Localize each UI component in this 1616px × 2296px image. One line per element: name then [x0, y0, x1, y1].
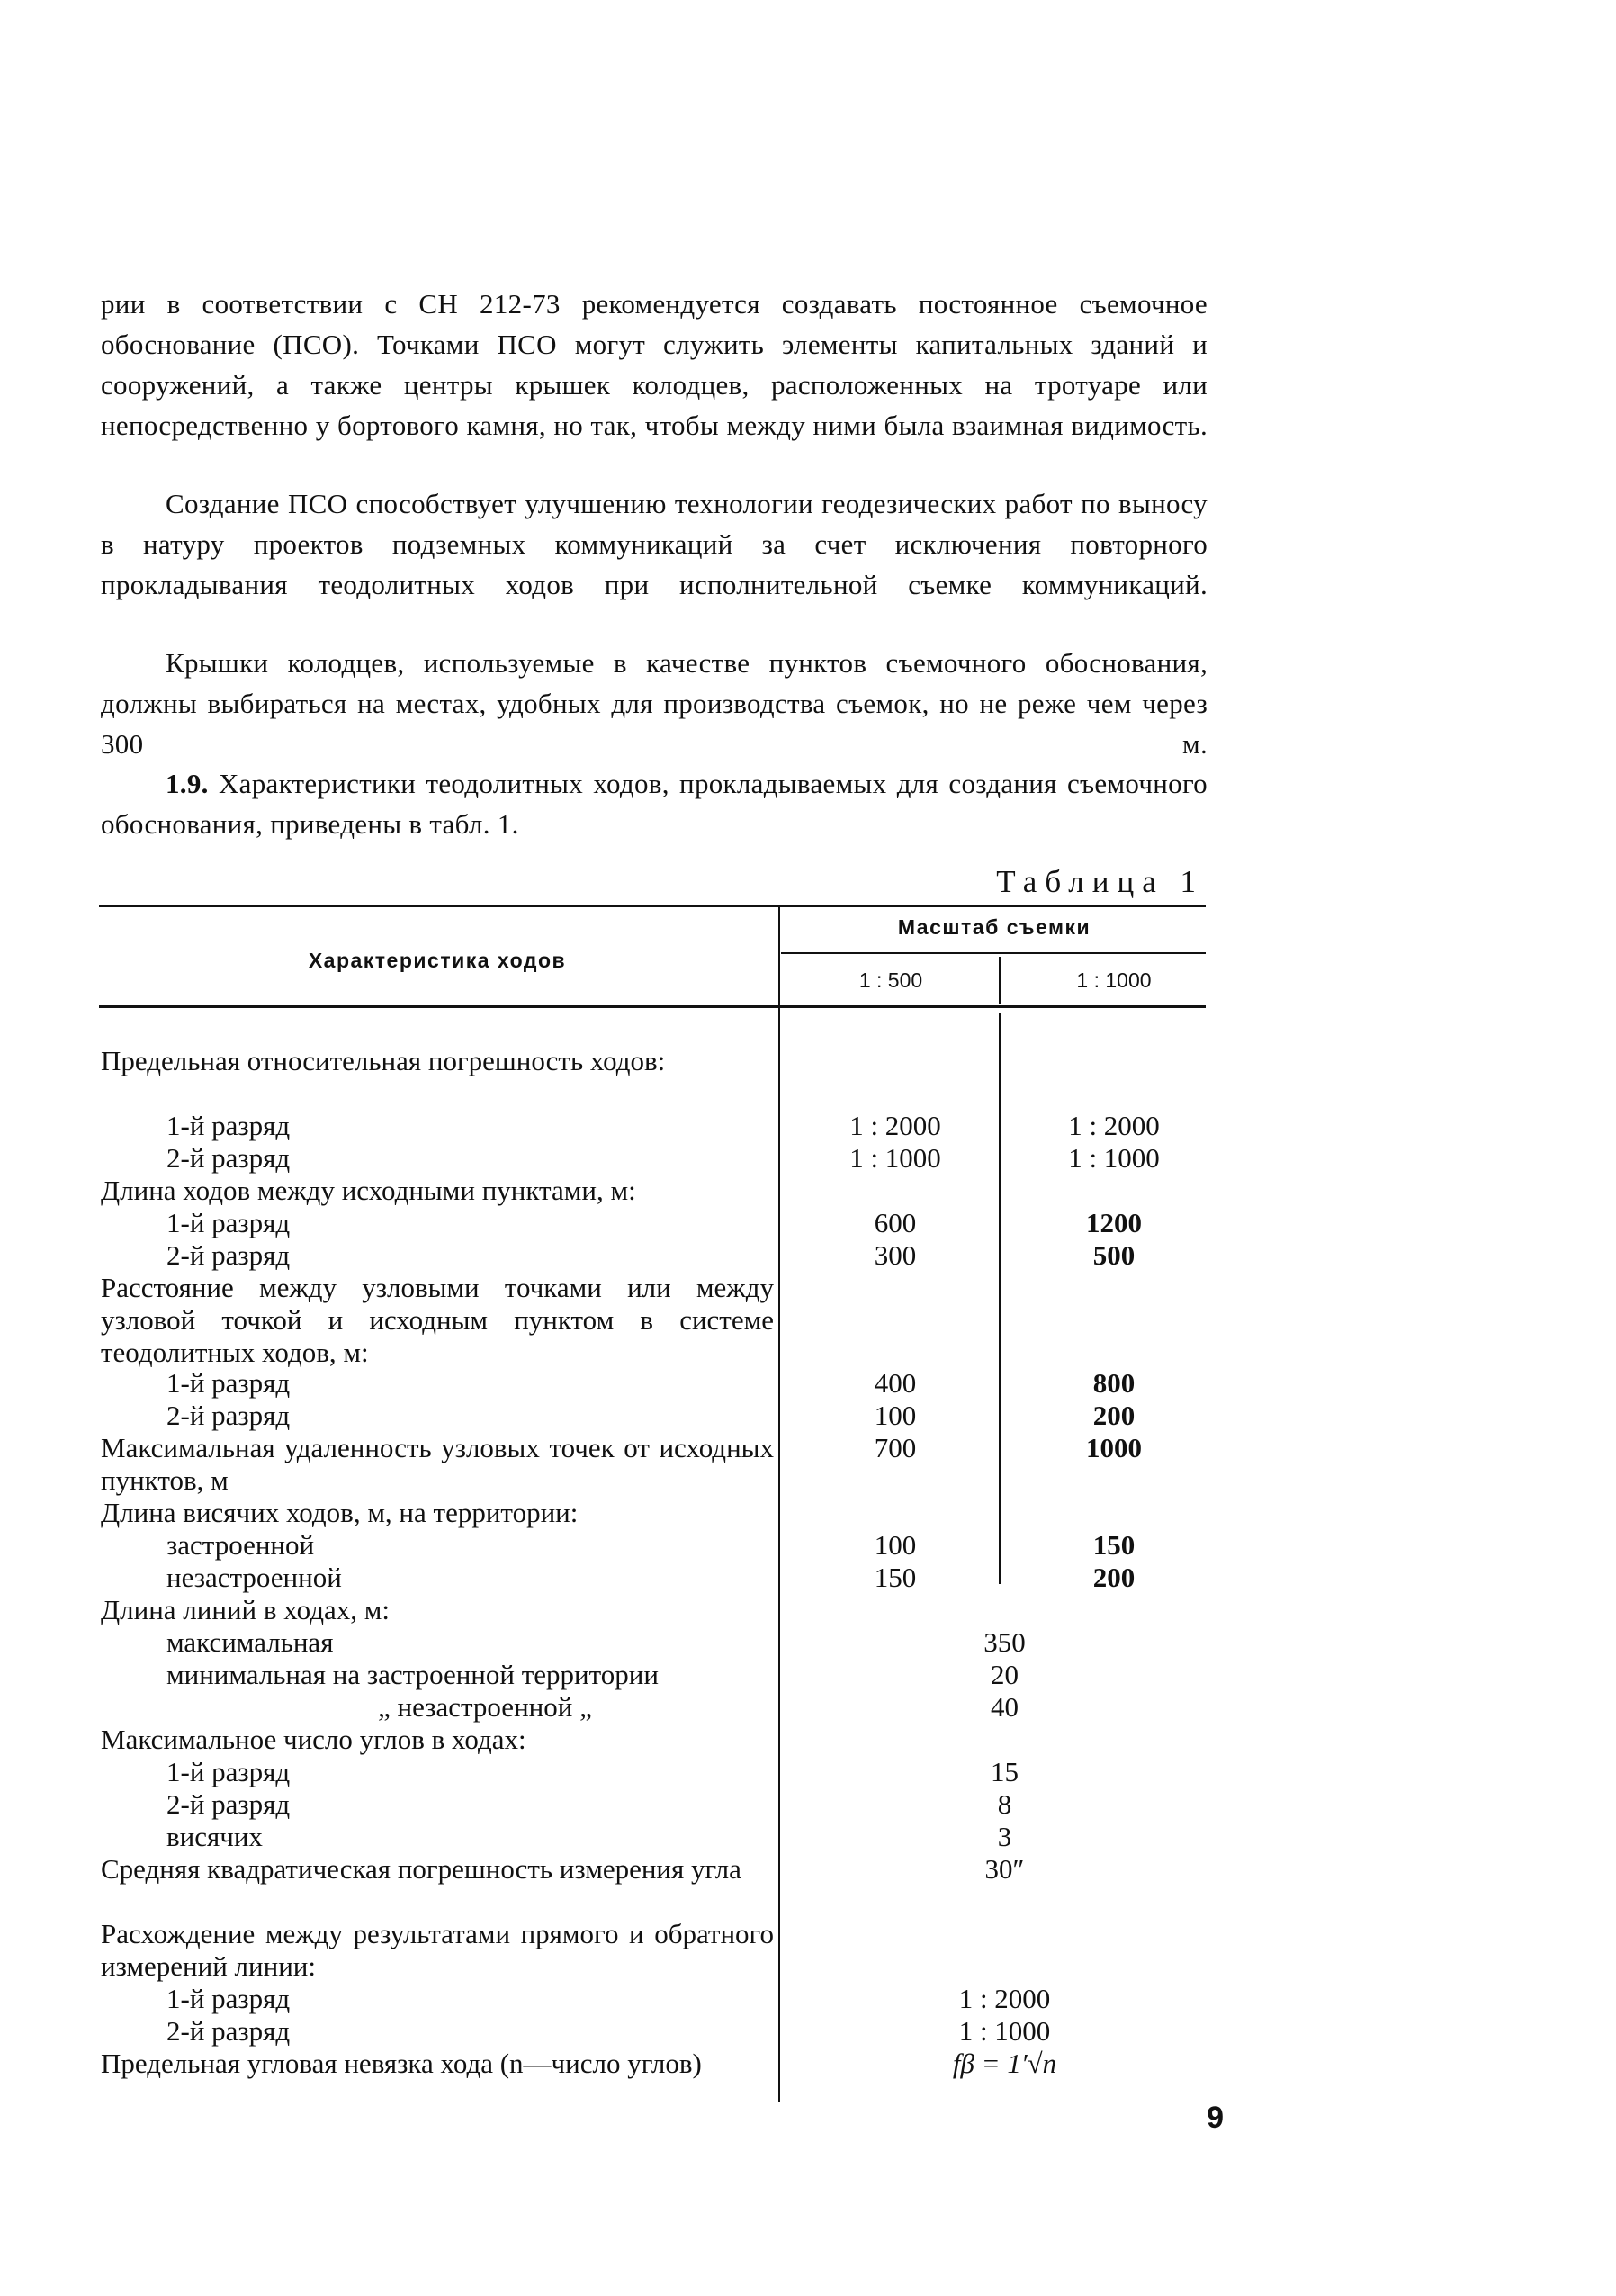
- row-value-500: 100: [874, 1529, 917, 1561]
- row-value-merged: 1 : 2000: [958, 1983, 1051, 2014]
- row-value-500: 150: [874, 1562, 917, 1593]
- row-label: Максимальная удаленность узловых точек от исходных пунктов, м: [101, 1432, 774, 1496]
- row-value-merged: 40: [991, 1691, 1019, 1723]
- row-value-merged: 350: [983, 1626, 1026, 1658]
- row-label: 1-й разряд: [166, 1756, 291, 1787]
- row-value-merged: 20: [991, 1659, 1019, 1690]
- row-value-merged: 1 : 1000: [958, 2015, 1051, 2047]
- row-value-500: 700: [874, 1432, 917, 1463]
- header-bottom-rule: [99, 1005, 1206, 1008]
- row-label: висячих: [166, 1821, 263, 1852]
- paragraph-3: Крышки колодцев, используемые в качестве пунктов съемочного обоснования, должны выбираться на местах, удобных для производства съемок, но не реже чем через 300 м.: [101, 647, 1208, 760]
- row-value-500: 1 : 1000: [849, 1142, 941, 1174]
- page-number: 9: [1207, 2101, 1224, 2135]
- row-label: 2-й разряд: [166, 1788, 291, 1820]
- row-label: 2-й разряд: [166, 1239, 291, 1271]
- row-value-merged: 30″: [984, 1853, 1025, 1885]
- row-value-merged: 15: [991, 1756, 1019, 1787]
- scale-header-rule: [781, 952, 1206, 954]
- row-label: 2-й разряд: [166, 1142, 291, 1174]
- row-label: Расстояние между узловыми точками или между узловой точкой и исходным пунктом в системе теодолитных ходов, м:: [101, 1272, 774, 1368]
- angular-misclosure-formula: fβ = 1′√n: [952, 2048, 1057, 2079]
- row-label: Максимальное число углов в ходах:: [101, 1724, 526, 1755]
- row-value-1000: 1 : 2000: [1068, 1110, 1160, 1141]
- scale-divider-header: [999, 957, 1001, 1004]
- header-characteristic: Характеристика ходов: [308, 949, 567, 972]
- row-label: Расхождение между результатами прямого и обратного измерений линии:: [101, 1918, 774, 1982]
- row-value-merged: 3: [997, 1821, 1012, 1852]
- row-value-1000: 1200: [1086, 1207, 1142, 1238]
- row-value-1000: 200: [1092, 1400, 1136, 1431]
- row-label: 1-й разряд: [166, 1983, 291, 2014]
- row-value-merged: 8: [997, 1788, 1012, 1820]
- column-divider-2-body: [999, 1013, 1001, 1584]
- row-value-500: 1 : 2000: [849, 1110, 941, 1141]
- row-value-1000: 200: [1092, 1562, 1136, 1593]
- row-value-500: 600: [874, 1207, 917, 1238]
- row-value-1000: 1000: [1086, 1432, 1142, 1463]
- row-label: максимальная: [166, 1626, 334, 1658]
- row-value-500: 400: [874, 1367, 917, 1399]
- row-label: 1-й разряд: [166, 1110, 291, 1141]
- section-number: 1.9.: [166, 768, 209, 799]
- row-label: 1-й разряд: [166, 1207, 291, 1238]
- table-caption: Таблица 1: [996, 864, 1204, 899]
- row-label: 1-й разряд: [166, 1367, 291, 1399]
- row-label: Предельная относительная погрешность ходов:: [101, 1045, 666, 1076]
- header-scale-1000: 1 : 1000: [1076, 968, 1152, 992]
- row-label: Длина висячих ходов, м, на территории:: [101, 1497, 579, 1528]
- row-value-1000: 500: [1092, 1239, 1136, 1271]
- row-label: незастроенной: [166, 1562, 342, 1593]
- row-value-500: 100: [874, 1400, 917, 1431]
- row-label: Средняя квадратическая погрешность измерения угла: [101, 1853, 741, 1885]
- column-divider-1-body: [778, 1013, 780, 2102]
- table-top-rule: [99, 905, 1206, 907]
- header-scale-500: 1 : 500: [858, 968, 923, 992]
- paragraph-4: [101, 763, 1208, 844]
- row-value-1000: 800: [1092, 1367, 1136, 1399]
- header-scale: Масштаб съемки: [897, 915, 1091, 939]
- row-label: 2-й разряд: [166, 1400, 291, 1431]
- row-label: „ незастроенной „: [378, 1691, 592, 1723]
- paragraph-2: Создание ПСО способствует улучшению технологии геодезических работ по выносу в натуру проектов подземных коммуникаций за счет исключения повторного прокладывания теодолитных ходов при исполнительной съемке коммуникаций.: [101, 488, 1208, 600]
- row-label: Предельная угловая невязка хода (n—число углов): [101, 2048, 702, 2079]
- row-value-1000: 150: [1092, 1529, 1136, 1561]
- paragraph-4-text: Характеристики теодолитных ходов, прокладываемых для создания съемочного обоснования, приведены в табл. 1.: [101, 768, 1208, 840]
- row-label: 2-й разряд: [166, 2015, 291, 2047]
- row-label: застроенной: [166, 1529, 315, 1561]
- row-value-500: 300: [874, 1239, 917, 1271]
- paragraph-1: рии в соответствии с СН 212-73 рекомендуется создавать постоянное съемочное обоснование (ПСО). Точками ПСО могут служить элементы капитальных зданий и сооружений, а также центры крышек колодцев, расположенных на тротуаре или непосредственно у бортового камня, но так, чтобы между ними была взаимная видимость.: [101, 288, 1208, 441]
- row-value-1000: 1 : 1000: [1068, 1142, 1160, 1174]
- row-label: минимальная на застроенной территории: [166, 1659, 659, 1690]
- row-label: Длина линий в ходах, м:: [101, 1594, 390, 1625]
- row-label: Длина ходов между исходными пунктами, м:: [101, 1175, 636, 1206]
